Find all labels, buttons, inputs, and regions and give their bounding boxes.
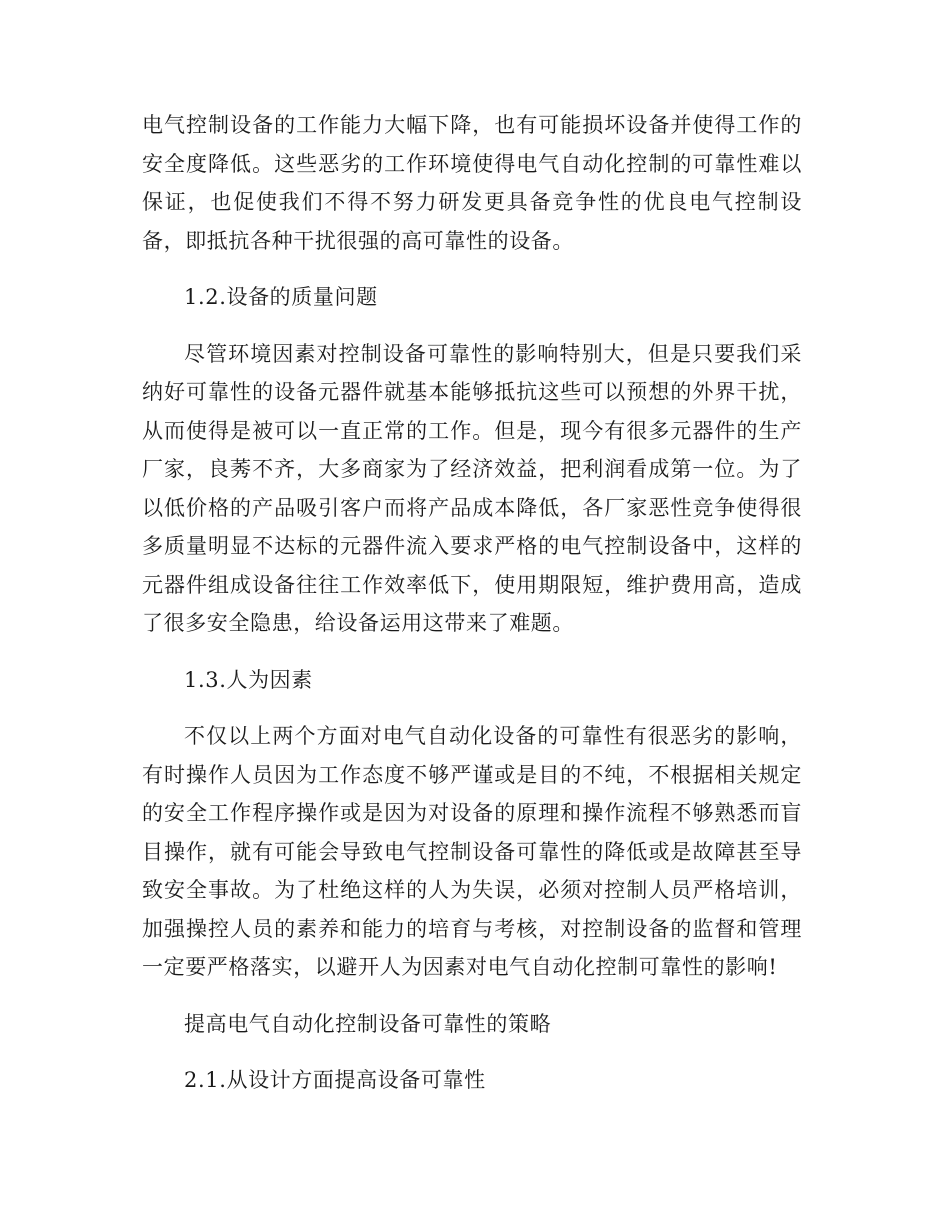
document-body xyxy=(142,106,802,1100)
paragraph-gap xyxy=(142,643,802,661)
paragraph-gap xyxy=(142,987,802,1005)
section-heading-2-1: 2.1.从设计方面提高设备可靠性 xyxy=(184,1068,486,1092)
paragraph-human-factors: 不仅以上两个方面对电气自动化设备的可靠性有很恶劣的影响，有时操作人员因为工作态度不够严谨或是目的不纯，不根据相关规定的安全工作程序操作或是因为对设备的原理和操作流程不够熟悉而盲目操作，就有可能会导致电气控制设备可靠性的降低或是故障甚至导致安全事故。为了杜绝这样的人为失误，必须对控制人员严格培训，加强操控人员的素养和能力的培育与考核，对控制设备的监督和管理一定要严格落实，以避开人为因素对电气自动化控制可靠性的影响! xyxy=(142,724,802,979)
paragraph-quality: 尽管环境因素对控制设备可靠性的影响特别大，但是只要我们采纳好可靠性的设备元器件就基本能够抵抗这些可以预想的外界干扰，从而使得是被可以一直正常的工作。但是，现今有很多元器件的生产厂家，良莠不齐，大多商家为了经济效益，把利润看成第一位。为了以低价格的产品吸引客户而将产品成本降低，各厂家恶性竞争使得很多质量明显不达标的元器件流入要求严格的电气控制设备中，这样的元器件组成设备往往工作效率低下，使用期限短，维护费用高，造成了很多安全隐患，给设备运用这带来了难题。 xyxy=(142,341,802,635)
section-heading-1-2: 1.2.设备的质量问题 xyxy=(184,285,378,309)
paragraph-continuation: 电气控制设备的工作能力大幅下降，也有可能损坏设备并使得工作的安全度降低。这些恶劣的工作环境使得电气自动化控制的可靠性难以保证，也促使我们不得不努力研发更具备竞争性的优良电气控制设备，即抵抗各种干扰很强的高可靠性的设备。 xyxy=(142,113,802,253)
section-heading-1-3: 1.3.人为因素 xyxy=(184,667,313,692)
paragraph-gap xyxy=(142,1043,802,1061)
paragraph-gap xyxy=(142,699,802,717)
section-heading-2: 提高电气自动化控制设备可靠性的策略 xyxy=(184,1011,552,1036)
paragraph-gap xyxy=(142,260,802,278)
paragraph-gap xyxy=(142,317,802,335)
